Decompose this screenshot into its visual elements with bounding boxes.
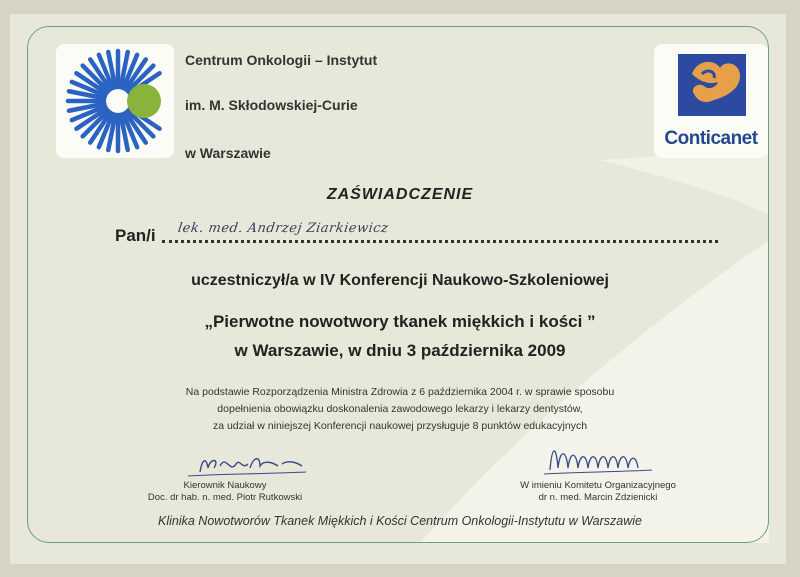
institute-logo (56, 44, 174, 158)
legal-basis-line3: za udział w niniejszej Konferencji naukowej przysługuje 8 punktów edukacyjnych (212, 420, 588, 432)
sponsor-logo (654, 44, 768, 158)
conference-place-date: w Warszawie, w dniu 3 października 2009 (234, 341, 566, 360)
institute-name-line3: w Warszawie (185, 145, 271, 161)
sponsor-name: Conticanet (664, 128, 758, 149)
legal-basis-line2: dopełnienia obowiązku doskonalenia zawodowego lekarzy i lekarzy dentystów, (217, 403, 583, 415)
right-signatory (498, 480, 698, 504)
right-signatory-name: dr n. med. Marcin Zdzienicki (538, 492, 658, 503)
participation-statement: uczestniczył/a w IV Konferencji Naukowo-Szkoleniowej (191, 272, 609, 289)
right-signature (540, 440, 660, 480)
left-signatory-role: Kierownik Naukowy (183, 480, 267, 491)
recipient-label: Pan/i (115, 226, 156, 245)
left-signatory-name: Doc. dr hab. n. med. Piotr Rutkowski (147, 492, 303, 503)
institute-name-line1: Centrum Onkologii – Instytut (185, 52, 378, 68)
certificate-title: ZAŚWIADCZENIE (326, 186, 474, 203)
conference-title: „Pierwotne nowotwory tkanek miękkich i kości ” (204, 312, 596, 331)
sponsor-logo-mark (654, 44, 768, 128)
right-signatory-role: W imieniu Komitetu Organizacyjnego (520, 480, 676, 491)
recipient-name-handwritten: lek. med. Andrzej Ziarkiewicz (176, 221, 390, 236)
left-signature (180, 448, 310, 480)
recipient-dotted-line (162, 240, 718, 243)
institute-name-line2: im. M. Skłodowskiej-Curie (185, 97, 358, 113)
sunburst-green-dot (127, 84, 161, 118)
footer-clinic-name: Klinika Nowotworów Tkanek Miękkich i Kości Centrum Onkologii-Instytutu w Warszawie (158, 514, 642, 528)
institute-logo-sunburst (56, 44, 174, 158)
legal-basis-line1: Na podstawie Rozporządzenia Ministra Zdrowia z 6 października 2004 r. w sprawie sposobu (185, 386, 615, 398)
left-signatory (140, 480, 310, 504)
